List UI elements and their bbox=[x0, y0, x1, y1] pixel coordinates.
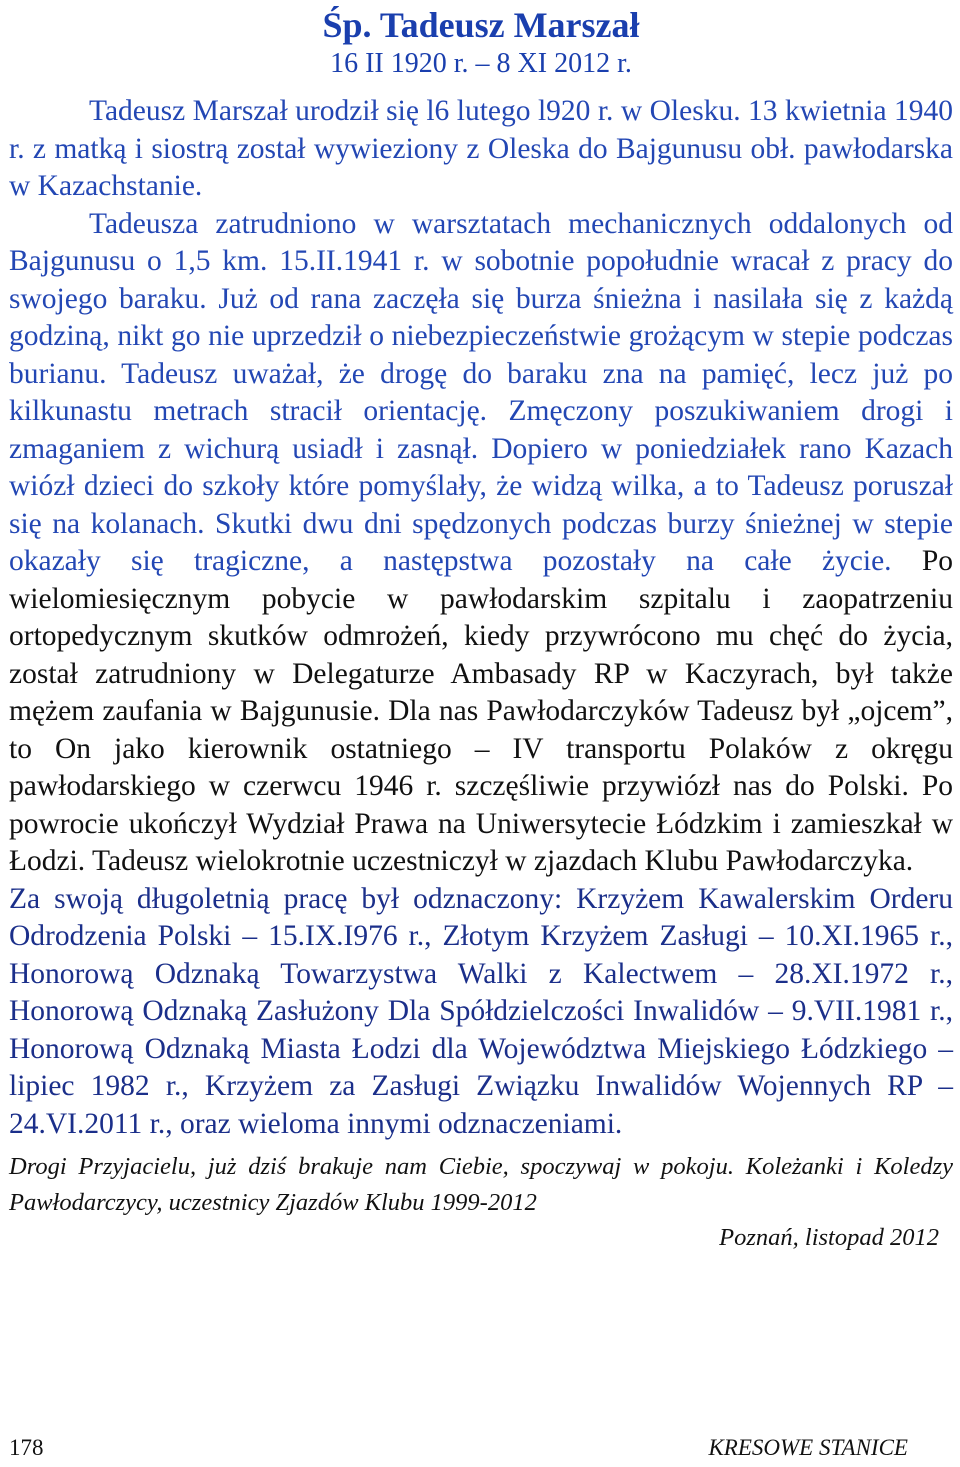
farewell-note: Drogi Przyjacielu, już dziś brakuje nam Ciebie, spoczywaj w pokoju. Koleżanki i Koledzy Pawłodarczycy, uczestnicy Zjazdów Klubu 1999-2012 bbox=[9, 1153, 953, 1216]
biography-paragraph-later-life: Po wielomiesięcznym pobycie w pawłodarskim szpitalu i zaopatrzeniu ortopedycznym skutków odmrożeń, kiedy przywrócono mu chęć do życia, został zatrudniony w Delegaturze Ambasady RP w Kaczyrach, był także mężem zaufania w Bajgunusie. Dla nas Pawłodarczyków Tadeusz był „ojcem”, to On jako kierownik ostatniego – IV transportu Polaków z okręgu pawłodarskiego w czerwcu 1946 r. szczęśliwie przywiózł nas do Polski. Po powrocie ukończył Wydział Prawa na Uniwersytecie Łódzkim i zamieszkał w Łodzi. Tadeusz wielokrotnie uczestniczył w zjazdach Klubu Pawłodarczyka. bbox=[9, 545, 953, 877]
page-number: 178 bbox=[9, 1435, 44, 1460]
place-and-date: Poznań, listopad 2012 bbox=[719, 1224, 939, 1251]
biography-text bbox=[9, 93, 953, 881]
awards-paragraph: Za swoją długoletnią pracę był odznaczony: Krzyżem Kawalerskim Orderu Odrodzenia Polski – 15.IX.I976 r., Złotym Krzyżem Zasługi – 10.XI.1965 r., Honorową Odznaką Towarzystwa Walki z Kalectwem – 28.XI.1972 r., Honorową Odznaką Zasłużony Dla Spółdzielczości Inwalidów – 9.VII.1981 r., Honorową Odznaką Miasta Łodzi dla Województwa Miejskiego Łódzkiego – lipiec 1982 r., Krzyżem za Zasługi Związku Inwalidów Wojennych RP – 24.VI.2011 r., oraz wieloma innymi odznaczeniami. bbox=[9, 882, 953, 1140]
obituary-title: Śp. Tadeusz Marszał bbox=[322, 5, 640, 45]
life-dates: 16 II 1920 r. – 8 XI 2012 r. bbox=[330, 48, 632, 79]
journal-name: KRESOWE STANICE bbox=[708, 1435, 908, 1460]
page-footer bbox=[9, 1435, 908, 1467]
obituary-page bbox=[9, 0, 953, 1255]
biography-paragraph-birth: Tadeusz Marszał urodził się l6 lutego l920 r. w Olesku. 13 kwietnia 1940 r. z matką i siostrą został wywieziony z Oleska do Bajgunusu obł. pawłodarska w Kazachstanie. bbox=[9, 95, 953, 202]
biography-paragraph-storm: Tadeusza zatrudniono w warsztatach mechanicznych oddalonych od Bajgunusu o 1,5 km. 15.II.1941 r. w sobotnie popołudnie wracał z pracy do swojego baraku. Już od rana zaczęła się burza śnieżna i nasilała się z każdą godziną, nikt go nie uprzedził o niebezpieczeństwie grożącym w stepie podczas burianu. Tadeusz uważał, że drogę do baraku zna na pamięć, lecz już po kilkunastu metrach stracił orientację. Zmęczony poszukiwaniem drogi i zmaganiem z wichurą usiadł i zasnął. Dopiero w poniedziałek rano Kazach wiózł dzieci do szkoły które pomyślały, że widzą wilka, a to Tadeusz poruszał się na kolanach. Skutki dwu dni spędzonych podczas burzy śnieżnej w stepie okazały się tragiczne, a następstwa pozostały na całe życie. bbox=[9, 207, 953, 577]
